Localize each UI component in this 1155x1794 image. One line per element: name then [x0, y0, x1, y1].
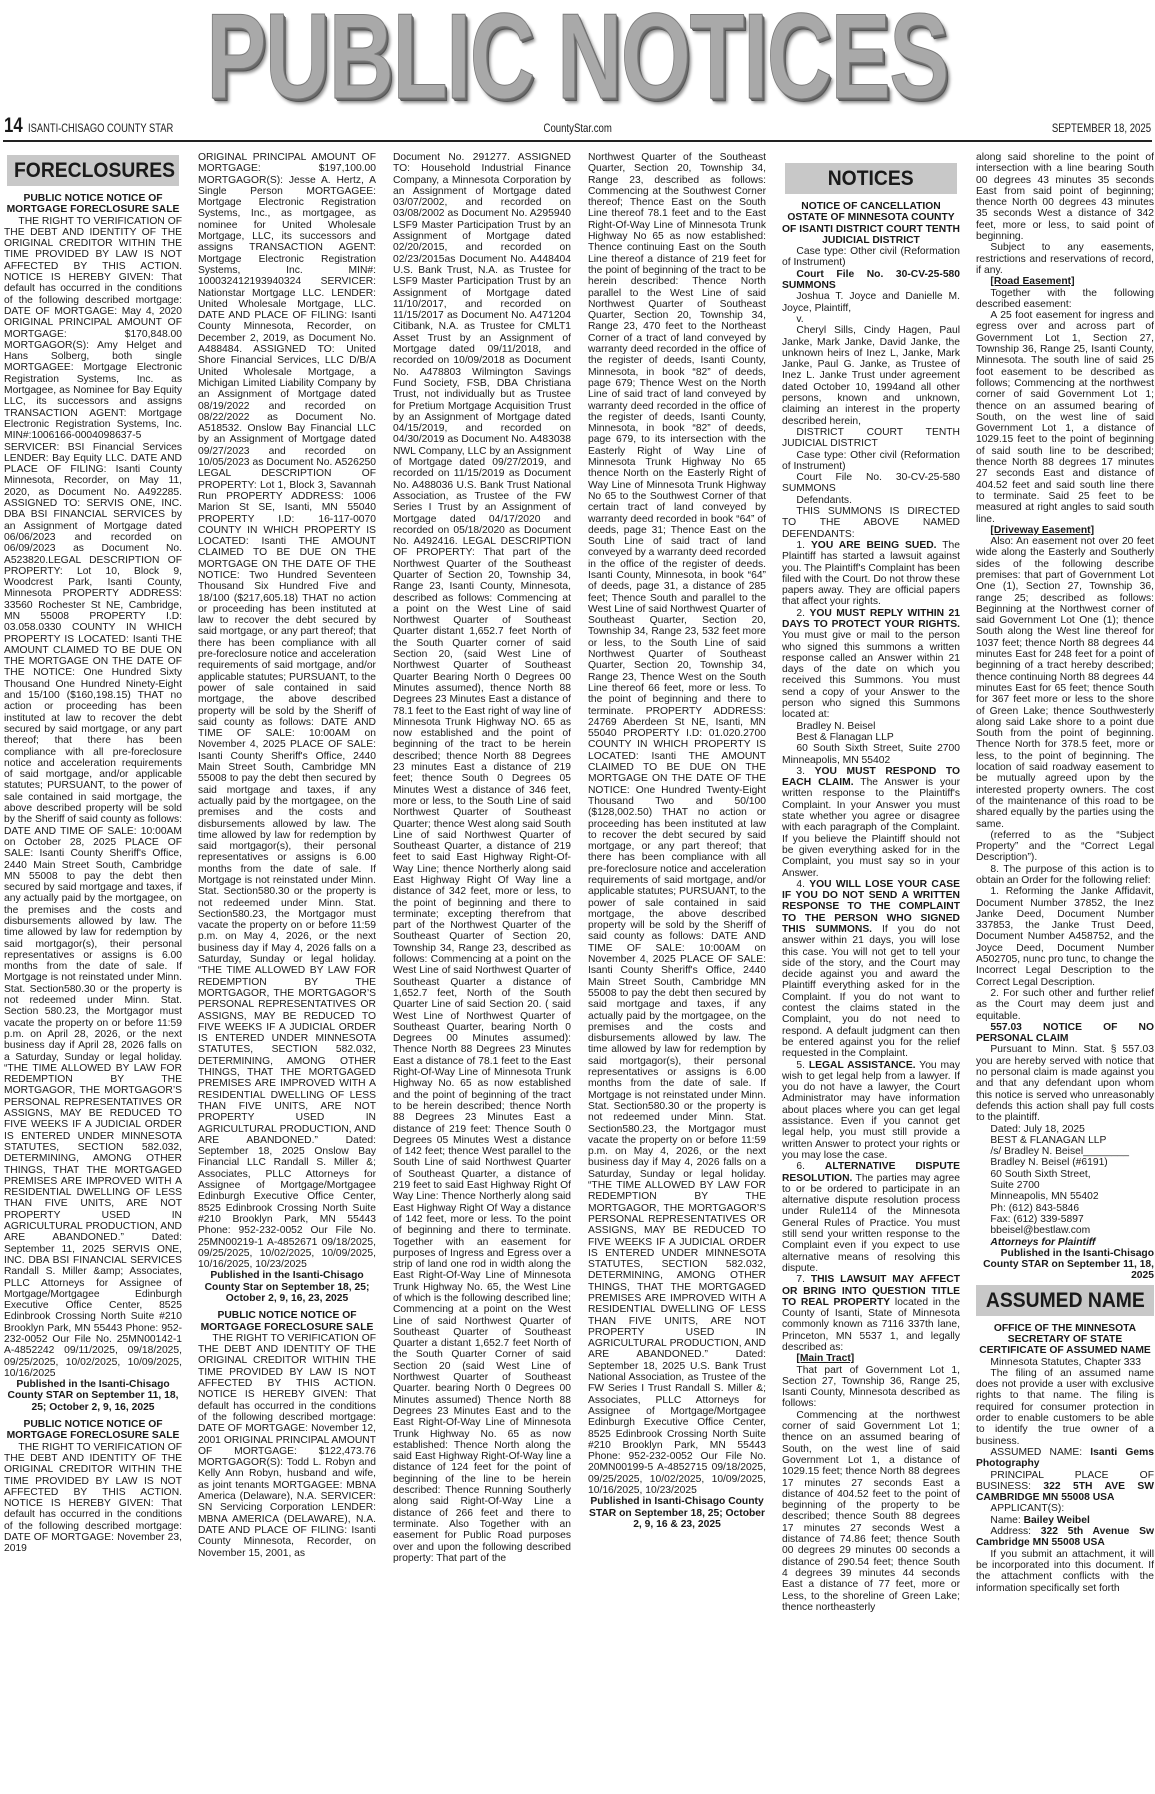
applicant-name-field — [976, 1515, 1154, 1526]
item-number: 1. — [796, 539, 811, 551]
signature-line: 60 South Sixth Street, — [990, 1168, 1091, 1180]
summons-item — [782, 766, 960, 879]
summons-item — [782, 608, 960, 721]
main-tract-label: [Main Tract] — [796, 1353, 855, 1365]
item-lead: THIS LAWSUIT MAY AFFECT OR BRING INTO QUESTION TITLE TO REAL PROPERTY — [782, 1274, 960, 1308]
field-value: Bailey Weibel — [1023, 1514, 1090, 1526]
item-lead: YOU MUST REPLY WITHIN 21 DAYS TO PROTECT YOUR RIGHTS. — [782, 607, 960, 630]
item-text: If you do not answer within 21 days, you will lose this case. You will not get to tell your side of the story, and the Court may decide against you and award the Plaintiff everything asked for in the Complaint. If you do not want to contest the claims stated in the Complaint, you do not need to respond. A default judgment can then be entered against you for the relief requested in the Complaint. — [782, 924, 960, 1060]
purpose: 8. The purpose of this action is to obtain an Order for the following relief: — [976, 863, 1154, 886]
driveway-easement: Also: An easement not over 20 feet wide along the Easterly and Southerly sides of the following describe premises: that part of Government Lot One (1), Section 27, Township 36, range 25; described as follows: Beginning at the Northwest corner of said Government Lot One (1); thence South along the West line thereof for 1037 feet; thence North 88 degrees 44 minutes East for 248 feet for a point of beginning of a tract hereby described; thence continuing North 88 degrees 44 minutes East for 65 feet; thence South for 367 feet more or less to the shore of Green Lake; thence Southwesterly along said Lake shore to a point due South from the point of beginning. Thence North for 378.5 feet, more or less, to the point of beginning. The location of said roadway easement to be mutually agreed upon by the interested property owners. The cost of the maintenance of this road to be shared equally by the parties using the same. — [976, 536, 1154, 830]
signature-line: /s/ Bradley N. Beisel________ — [990, 1146, 1129, 1158]
item-text: The Answer is your written response to the Plaintiff's Complaint. In your Answer you must state whether you agree or disagree with each paragraph of the Complaint. If you believe the Plaintiff should not be given everything asked for in the Complaint, you must say so in your Answer. — [782, 777, 960, 879]
notice-body: THE RIGHT TO VERIFICATION OF THE DEBT AND IDENTITY OF THE ORIGINAL CREDITOR WITHIN THE TIME PROVIDED BY LAW IS NOT AFFECTED BY THIS ACTION. NOTICE IS HEREBY GIVEN: That default has occurred in the conditions of the following described mortgage: DATE OF MORTGAGE: May 4, 2020 ORIGINAL PRINCIPAL AMOUNT OF MORTGAGE: $170,848.00 MORTGAGOR(S): Amy Helget and Hans Solberg, both single MORTGAGEE: Mortgage Electronic Registration Systems, Inc. as Mortgagee, as Nominee for Bay Equity LLC, its successors and assigns TRANSACTION AGENT: Mortgage Electronic Registration Systems, Inc. MIN#:1006166-0004098637-5 SERVICER: BSI Financial Services LENDER: Bay Equity LLC. DATE AND PLACE OF FILING: Isanti County Minnesota, Recorder, on May 11, 2020, as Document No. A492285. ASSIGNED TO: SERVIS ONE, INC. DBA BSI FINANCIAL SERVICES by an Assignment of Mortgage dated 06/06/2023 and recorded on 06/09/2023 as Document No. A523820.LEGAL DESCRIPTION OF PROPERTY: Lot 10, Block 9, Woodcrest Park, Isanti County, Minnesota PROPERTY ADDRESS: 33560 Rochester St NE, Cambridge, MN 55008 PROPERTY I.D: 03.058.0330 COUNTY IN WHICH PROPERTY IS LOCATED: Isanti THE AMOUNT CLAIMED TO BE DUE ON THE MORTGAGE ON THE DATE OF THE NOTICE: One Hundred Sixty Thousand One Hundred Ninety-Eight and 15/100 ($160,198.15) THAT no action or proceeding has been instituted at law to recover the debt secured by said mortgage, or any part thereof; that there has been compliance with all pre-foreclosure notice and acceleration requirements of said mortgage, and/or applicable statutes; PURSUANT, to the power of sale contained in said mortgage, the above described property will be sold by the Sheriff of said county as follows: DATE AND TIME OF SALE: 10:00AM on October 28, 2025 PLACE OF SALE: Isanti County Sheriff's Office, 2440 Main Street South, Cambridge MN 55008 to pay the debt then secured by said mortgage and taxes, if any actually paid by the mortgagee, on the premises and the costs and disbursements allowed by law. The time allowed by law for redemption by said mortgagor(s), their personal representatives or assigns is 6.00 months from the date of sale. If Mortgage is not reinstated under Minn. Stat. Section580.30 or the property is not redeemed under Minn. Stat. Section 580.23, the Mortgagor must vacate the property on or before 11:59 p.m. on April 28, 2026, or the next business day if April 28, 2026 falls on a Saturday, Sunday or legal holiday. “THE TIME ALLOWED BY LAW FOR REDEMPTION BY THE MORTGAGOR, THE MORTGAGOR’S PERSONAL REPRESENTATIVES OR ASSIGNS, MAY BE REDUCED TO FIVE WEEKS IF A JUDICIAL ORDER IS ENTERED UNDER MINNESOTA STATUTES, SECTION 582.032, DETERMINING, AMONG OTHER THINGS, THAT THE MORTGAGED PREMISES ARE IMPROVED WITH A RESIDENTIAL DWELLING OF LESS THAN FIVE UNITS, ARE NOT PROPERTY USED IN AGRICULTURAL PRODUCTION, AND ARE ABANDONED.” Dated: September 11, 2025 SERVIS ONE, INC. DBA BSI FINANCIAL SERVICES Randall S. Miller &amp; Associates, PLLC Attorneys for Assignee of Mortgage/Mortgagee Edinburgh Executive Office Center, 8525 Edinbrook Crossing North Suite #210 Brooklyn Park, MN 55443 Phone: 952-232-0052 Our File No. 25MN00142-1 A-4852242 09/11/2025, 09/18/2025, 09/25/2025, 10/02/2025, 10/09/2025, 10/16/2025 — [4, 215, 182, 1379]
item-number: 6. — [796, 1161, 825, 1173]
defendants-label: Defendants. — [796, 494, 852, 506]
no-claim-heading: 557.03 NOTICE OF NO PERSONAL CLAIM — [976, 1021, 1154, 1045]
field-value: 322 5TH AVE SW CAMBRIDGE MN 55008 USA — [976, 1480, 1154, 1504]
section-header-assumed-name — [976, 1285, 1154, 1316]
assumed-name-intro: The filing of an assumed name does not provide a user with exclusive rights to that name. The filing is required for consumer protection in order to enable customers to be able to identify the true owner of a business. — [976, 1367, 1154, 1447]
versus: v. — [796, 313, 804, 325]
item-number: 4. — [796, 878, 810, 890]
notice-title: PUBLIC NOTICE NOTICE OF MORTGAGE FORECLOSURE SALE — [200, 1310, 374, 1333]
section-title: NOTICES — [828, 167, 914, 190]
folio-line — [4, 116, 1151, 138]
item-lead: LEGAL ASSISTANCE. — [808, 1059, 916, 1071]
summons-item — [782, 1161, 960, 1274]
plaintiff: Joshua T. Joyce and Danielle M. Joyce, Plaintiff, — [782, 291, 960, 314]
notice-title: PUBLIC NOTICE NOTICE OF MORTGAGE FORECLOSURE SALE — [6, 193, 180, 216]
publication-line: Published in Isanti-Chisago County STAR on September 18, 25; October 2, 9, 16 & 23, 2025 — [588, 1496, 766, 1530]
attachment-note: If you submit an attachment, it will be incorporated into this document. If the attachment conflicts with the information specifically set forth — [976, 1548, 1154, 1594]
attorney-line: Best & Flanagan LLP — [796, 731, 894, 743]
item-number: 5. — [796, 1059, 809, 1071]
road-easement-label: [Road Easement] — [990, 276, 1075, 288]
publication-line: Published in the Isanti-Chisago County Star on September 18, 25; October 2, 9, 16, 23, 2025 — [204, 1270, 370, 1304]
summons-item — [782, 540, 960, 608]
applicants-label: APPLICANT(S): — [990, 1503, 1065, 1515]
notice-title: PUBLIC NOTICE NOTICE OF MORTGAGE FORECLOSURE SALE — [6, 1419, 180, 1442]
signature-line: Fax: (612) 339-5897 — [990, 1213, 1084, 1225]
field-value: Isanti Gems Photography — [976, 1446, 1154, 1470]
summons-title: NOTICE OF CANCELLATION OSTATE OF MINNESOTA COUNTY OF ISANTI DISTRICT COURT TENTH JUDICIAL DISTRICT — [782, 201, 960, 246]
relief-item: 1. Reforming the Janke Affidavit, Document Number 37852, the Inez Janke Deed, Document Number 337853, the Janke Trust Deed, Document Number A458752, and the Joyce Deed, Document Number A502705, nunc pro tunc, to change the Incorrect Legal Description to the Correct Legal Description. — [976, 886, 1154, 988]
item-number: 2. — [796, 607, 810, 619]
driveway-easement-label: [Driveway Easement] — [990, 524, 1094, 536]
main-tract-intro: That part of Government Lot 1, Section 27, Township 36, Range 25, Isanti County, Minnesota described as follows: — [782, 1364, 960, 1410]
applicant-address-field — [976, 1526, 1154, 1549]
court-name: DISTRICT COURT TENTH JUDICIAL DISTRICT — [782, 426, 960, 450]
column-4 — [588, 152, 766, 1782]
notice-body-continued: ORIGINAL PRINCIPAL AMOUNT OF MORTGAGE: $197,100.00 MORTGAGOR(S): Jesse A. Hertz, A Single Person MORTGAGEE: Mortgage Electronic Registration Systems, Inc., as mortgagee, as nominee for United Wholesale Mortgage, LLC, its successors and assigns TRANSACTION AGENT: Mortgage Electronic Registration Systems, Inc. MIN#: 100032412193940324 SERVICER: Nationstar Mortgage LLC. LENDER: United Wholesale Mortgage, LLC. DATE AND PLACE OF FILING: Isanti County Minnesota, Recorder, on December 2, 2019, as Document No. A488484. ASSIGNED TO: United Shore Financial Services, LLC D/B/A United Wholesale Mortgage, a Michigan Limited Liability Company by an Assignment of Mortgage dated 08/19/2022 and recorded on 08/22/2022 as Document No. A518532. Onslow Bay Financial LLC by an Assignment of Mortgage dated 09/27/2023 and recorded on 10/05/2023 as Document No. A526250 LEGAL DESCRIPTION OF PROPERTY: Lot 1, Block 3, Savannah Run PROPERTY ADDRESS: 1006 Marion St SE, Isanti, MN 55040 PROPERTY I.D: 16-117-0070 COUNTY IN WHICH PROPERTY IS LOCATED: Isanti THE AMOUNT CLAIMED TO BE DUE ON THE MORTGAGE ON THE DATE OF THE NOTICE: Two Hundred Seventeen Thousand Six Hundred Five and 18/100 ($217,605.18) THAT no action or proceeding has been instituted at law to recover the debt secured by said mortgage, or any part thereof; that there has been compliance with all pre-foreclosure notice and acceleration requirements of said mortgage, and/or applicable statutes; PURSUANT, to the power of sale contained in said mortgage, the above described property will be sold by the Sheriff of said county as follows: DATE AND TIME OF SALE: 10:00AM on November 4, 2025 PLACE OF SALE: Isanti County Sheriff's Office, 2440 Main Street South, Cambridge MN 55008 to pay the debt then secured by said mortgage and taxes, if any actually paid by the mortgagee, on the premises and the costs and disbursements allowed by law. The time allowed by law for redemption by said mortgagor(s), their personal representatives or assigns is 6.00 months from the date of sale. If Mortgage is not reinstated under Minn. Stat. Section580.30 or the property is not redeemed under Minn. Stat. Section580.23, the Mortgagor must vacate the property on or before 11:59 p.m. on May 4, 2026, or the next business day if May 4, 2026 falls on a Saturday, Sunday or legal holiday. “THE TIME ALLOWED BY LAW FOR REDEMPTION BY THE MORTGAGOR, THE MORTGAGOR’S PERSONAL REPRESENTATIVES OR ASSIGNS, MAY BE REDUCED TO FIVE WEEKS IF A JUDICIAL ORDER IS ENTERED UNDER MINNESOTA STATUTES, SECTION 582.032, DETERMINING, AMONG OTHER THINGS, THAT THE MORTGAGED PREMISES ARE IMPROVED WITH A RESIDENTIAL DWELLING OF LESS THAN FIVE UNITS, ARE NOT PROPERTY USED IN AGRICULTURAL PRODUCTION, AND ARE ABANDONED.” Dated: September 18, 2025 Onslow Bay Financial LLC Randall S. Miller &; Associates, PLLC Attorneys for Assignee of Mortgage/Mortgagee Edinburgh Executive Office Center, 8525 Edinbrook Crossing North Suite #210 Brooklyn Park, MN 55443 Phone: 952-232-0052 Our File No. 25MN00219-1 A-4852671 09/18/2025, 09/25/2025, 10/02/2025, 10/09/2025, 10/16/2025, 10/23/2025 — [198, 152, 376, 1271]
item-lead: YOU MUST RESPOND TO EACH CLAIM. — [782, 765, 960, 789]
assumed-name-title: OFFICE OF THE MINNESOTA SECRETARY OF STATE CERTIFICATE OF ASSUMED NAME — [979, 1322, 1151, 1357]
section-header-foreclosures — [7, 155, 179, 186]
item-number: 7. — [796, 1274, 811, 1286]
summons-directed: THIS SUMMONS IS DIRECTED TO THE ABOVE NAMED DEFENDANTS: — [782, 506, 960, 540]
item-text: The parties may agree to or be ordered to participate in an alternative dispute resolution process under Rule114 of the Minnesota General Rules of Practice. You must still send your written response to the Complaint even if you expect to use alternative means of resolving this dispute. — [782, 1172, 960, 1274]
principal-place-field — [976, 1470, 1154, 1504]
main-tract-description: Commencing at the northwest corner of said Government Lot 1; thence on an assumed bearing of South, on the west line of said Government Lot 1, a distance of 1029.15 feet; thence North 88 degrees 17 minutes 27 seconds East a distance of 404.52 feet to the point of beginning of the property to be described; thence South 88 degrees 17 minutes 27 seconds West a distance of 74.86 feet; thence South 00 degrees 29 minutes 00 seconds a distance of 290.54 feet; thence South 4 degrees 39 minutes 44 seconds East a distance of 77 feet, more or Less, to the shoreline of Green Lake; thence northeasterly — [782, 1409, 960, 1613]
attorney-line: 60 South Sixth Street, Suite 2700 Minneapolis, MN 55402 — [782, 743, 960, 766]
main-tract-description-continued: along said shoreline to the point of intersection with a line bearing South 00 degrees 43 minutes 35 seconds East from said point of beginning; thence North 00 degrees 43 minutes 35 seconds West a distance of 342 feet, more or less, to said point of beginning. — [976, 152, 1154, 243]
statute: Minnesota Statutes, Chapter 333 — [990, 1356, 1141, 1368]
website: CountyStar.com — [543, 121, 612, 135]
case-type: Case type: Other civil (Reformation of Instrument) — [782, 449, 960, 472]
column-5 — [782, 160, 960, 1785]
referred-as: (referred to as the “Subject Property” and the “Correct Legal Description”). — [976, 829, 1154, 864]
court-file-number: Court File No. 30-CV-25-580 SUMMONS — [782, 472, 960, 495]
signature-line: bbeisel@bestlaw.com — [990, 1225, 1091, 1237]
item-lead: YOU WILL LOSE YOUR CASE IF YOU DO NOT SEND A WRITTEN RESPONSE TO THE COMPLAINT TO THE PERSON WHO SIGNED THIS SUMMONS. — [782, 878, 960, 935]
road-easement: A 25 foot easement for ingress and egress over and across part of Government Lot 1, Section 27, Township 36, Range 25, Isanti County, Minnesota. The south line of said 25 foot easement to be described as follows; Commencing at the northwest corner of said Government Lot 1; thence on an assumed bearing of South, on the west line of said Government Lot 1, a distance of 1029.15 feet to the point of beginning of said south line to be described; thence North 88 degrees 17 minutes 27 seconds East and distance of 404.52 feet and said south line there to terminate. Said 25 feet to be measured at right angles to said south line. — [976, 310, 1154, 525]
item-lead: ALTERNATIVE DISPUTE RESOLUTION. — [782, 1161, 960, 1184]
notice-body-continued: Document No. 291277. ASSIGNED TO: Household Industrial Finance Company, a Minnesota Corporation by an Assignment of Mortgage dated 03/07/2002, and recorded on 03/08/2002 as Document No. A295940 LSF9 Master Participation Trust by an Assignment of Mortgage dated 02/20/2015, and recorded on 02/23/2015as Document No. A448404 U.S. Bank Trust, N.A. as Trustee for LSF9 Master Participation Trust by an Assignment of Mortgage dated 11/10/2017, and recorded on 11/15/2017 as Document No. A471204 Citibank, N.A. as Trustee for CMLT1 Asset Trust by an Assignment of Mortgage dated 09/11/2018, and recorded on 10/09/2018 as Document No. A478803 Wilmington Savings Fund Society, FSB, DBA Christiana Trust, not individually but as Trustee for Pretium Mortgage Acquisition Trust by an Assignment of Mortgage dated 04/15/2019, and recorded on 04/30/2019 as Document No. A483038 NWL Company, LLC by an Assignment of Mortgage dated 09/27/2019, and recorded on 11/15/2019 as Document No. A488036 U.S. Bank Trust National Association, as Trustee of the FW Series I Trust by an Assignment of Mortgage dated 04/17/2020 and recorded on 05/18/2020 as Document No. A492416. LEGAL DESCRIPTION OF PROPERTY: That part of the Northwest Quarter of the Southeast Quarter of Section 20, Township 34, Range 23, Isanti County, Minnesota, described as follows: Commencing at a point on the West Line of said Northwest Quarter of Southeast Quarter distant 1,652.7 feet North of the South Quarter corner of said Section 20, (said West Line of Northwest Quarter of Southeast Quarter Bearing North 0 Degrees 00 Minutes assumed), thence North 88 Degrees 23 Minutes East a distance of 78.1 feet to the East right of way line of Minnesota Trunk Highway NO. 65 as now established and the point of beginning of the tract to be herein described; thence North 88 Degrees 23 minutes East a distance of 219 feet; thence South 0 Degrees 05 Minutes West a distance of 346 feet, more or less, to the South Line of said Northwest Quarter of Southeast Quarter; thence West along said South Line of said Northwest Quarter of Southeast Quarter, a distance of 219 feet to said East Highway Right-Of-Way Line; thence Northerly along said East Highway Right Of Way line a distance of 342 feet, more or less, to the point of beginning and there to terminate; excepting therefrom that part of the Northwest Quarter of the Southeast Quarter of Section 20, Township 34, Range 23, described as follows: Commencing at a point on the West Line of said Northwest Quarter of Southeast Quarter a distance of 1,652.7 feet, North of the South Quarter Line of said Section 20. ( said West Line of Northwest Quarter of Southeast Quarter, bearing North 0 Degrees 00 Minutes assumed): Thence North 88 Degrees 23 Minutes East a distance of 78.1 feet to the East Right-Of-Way Line of Minnesota Trunk Highway No. 65 as now established and the point of beginning of the tract to be herein described; thence North 88 Degrees 23 Minutes East a distance of 219 feet: Thence South 0 Degrees 05 Minutes West a distance of 142 feet; thence West parallel to the South Line of said Northwest Quarter of Southeast Quarter, a distance of 219 feet to said East Highway Right Of Way Line: Thence Northerly along said East Highway Right Of Way a distance of 142 feet, more or less. To the point of beginning and there to terminate. Together with an easement for purposes of Ingress and Egress over a strip of land one rod in width along the East Right-Of-Way Line of Minnesota Trunk Highway No. 65, the West Line of which is the following described line; Commencing at a point on the West Line of said Northwest Quarter of Southeast Quarter of Southeast Quarter a distant 1,652.7 feet North of the South Quarter Corner of said Section 20 (said West Line of Northwest Quarter of Southeast Quarter. bearing North 0 Degrees 00 Minutes assumed) Thence North 88 Degrees 23 Minutes East and to the East Right-Of-Way Line of Minnesota Trunk Highway No. 65 as now established: Thence North along the said East Highway Right-Of-Way line a distance of 124 feet for the point of beginning of the line to be herein described: Thence Running Southerly along said Right-Of-Way Line a distance of 266 feet and there to terminate. Also Together with an easement for Public Road purposes over and upon the following described property: That part of the — [393, 152, 571, 1564]
column-1 — [4, 152, 182, 1782]
field-label: Address: — [990, 1526, 1041, 1538]
publication-line: Published in the Isanti-Chisago County STAR on September 11, 18, 25; October 2, 9, 16, 2025 — [7, 1379, 179, 1413]
item-text: You must give or mail to the person who signed this summons a written response called an Answer within 21 days of the date on which you received this Summons. You must send a copy of your Answer to the person who signed this Summons located at: — [782, 630, 960, 721]
relief-item: 2. For such other and further relief as the Court may deem just and equitable. — [976, 987, 1154, 1022]
column-3 — [393, 152, 571, 1782]
notice-body: THE RIGHT TO VERIFICATION OF THE DEBT AND IDENTITY OF THE ORIGINAL CREDITOR WITHIN THE TIME PROVIDED BY LAW IS NOT AFFECTED BY THIS ACTION. NOTICE IS HEREBY GIVEN: That default has occurred in the conditions of the following described mortgage: DATE OF MORTGAGE: November 12, 2001 ORIGINAL PRINCIPAL AMOUNT OF MORTGAGE: $122,473.76 MORTGAGOR(S): Todd L. Robyn and Kelly Ann Robyn, husband and wife, as joint tenants MORTGAGEE: MBNA America (Delaware), N.A. SERVICER: SN Servicing Corporation LENDER: MBNA AMERICA (DELAWARE), N.A. DATE AND PLACE OF FILING: Isanti County Minnesota, Recorder, on November 15, 2001, as — [198, 1332, 376, 1559]
court-file-number: Court File No. 30-CV-25-580 SUMMONS — [782, 268, 960, 292]
road-easement-intro: Together with the following described easement: — [976, 287, 1154, 310]
item-text: The Plaintiff has started a lawsuit against you. The Plaintiff's Complaint has been filed with the Court. Do not throw these papers away. They are official papers that affect your rights. — [782, 539, 960, 608]
publication-line: Published in the Isanti-Chisago County STAR on September 11, 18, 2025 — [983, 1247, 1154, 1282]
signature-line: Suite 2700 — [990, 1180, 1040, 1192]
signature-line: Dated: July 18, 2025 — [990, 1123, 1085, 1135]
masthead-title: PUBLIC NOTICES — [206, 0, 949, 124]
section-header-notices — [785, 163, 957, 194]
section-title: ASSUMED NAME — [985, 1288, 1145, 1312]
field-label: PRINCIPAL PLACE OF BUSINESS: — [976, 1469, 1154, 1492]
assumed-name-field — [976, 1447, 1154, 1470]
signature-line: Minneapolis, MN 55402 — [990, 1191, 1099, 1203]
item-number: 3. — [796, 765, 815, 777]
summons-item — [782, 1274, 960, 1353]
signature-line: Ph: (612) 843-5846 — [990, 1202, 1080, 1214]
paper-name: ISANTI-CHISAGO COUNTY STAR — [28, 121, 174, 135]
no-claim-text: Pursuant to Minn. Stat. § 557.03 you are hereby served with notice that no personal claim is made against you and that any defendant upon whom this notice is served who unreasonably defends this action shall pay full costs to the plaintiff. — [976, 1044, 1154, 1124]
issue-date: SEPTEMBER 18, 2025 — [1051, 121, 1151, 135]
item-lead: YOU ARE BEING SUED. — [810, 539, 937, 551]
attorney-line: Bradley N. Beisel — [796, 720, 876, 732]
column-6 — [976, 152, 1154, 1782]
notice-body: THE RIGHT TO VERIFICATION OF THE DEBT AND IDENTITY OF THE ORIGINAL CREDITOR WITHIN THE TIME PROVIDED BY LAW IS NOT AFFECTED BY THIS ACTION. NOTICE IS HEREBY GIVEN: That default has occurred in the conditions of the following described mortgage: DATE OF MORTGAGE: November 23, 2019 — [4, 1441, 182, 1555]
defendants-list: Cheryl Sills, Cindy Hagen, Paul Janke, Mark Janke, David Janke, the unknown heirs of Inez L, Janke, Mark Janke, Paul G. Janke, as Trustee of Inez L. Janke Trust under agreement dated October 10, 1994and all other persons, known and unknown, claiming an interest in the property described herein, — [782, 325, 960, 427]
subject-to: Subject to any easements, restrictions and reservations of record, if any. — [976, 242, 1154, 276]
folio-rule — [3, 140, 1152, 142]
field-label: ASSUMED NAME: — [990, 1446, 1091, 1458]
summons-item — [782, 1060, 960, 1162]
notice-body-continued: Northwest Quarter of the Southeast Quarter, Section 20, Township 34, Range 23, described as follows: Commencing at the Southwest Corner thereof; Thence East on the South Line thereof 78.1 feet and to the East Right-Of-Way Line of Minnesota Trunk Highway No 65 as now established: Thence continuing East on the South Line thereof a distance of 219 feet for the point of beginning of the tract to be herein described: Thence North parallel to the West Line of said Northwest Quarter of Southeast Quarter, Section 20, Township 34, Range 23, 470 feet to the Northeast Corner of a tract of land conveyed by warranty deed recorded in the office of the register of deeds, Isanti County, Minnesota, in book “82” of deeds, page 679; Thence West on the North Line of said tract of land conveyed by warranty deed recorded in the office of the register of deeds, Isanti County, Minnesota, in book “82” of deeds, page 679, to its intersection with the Easterly Right of Way Line of Minnesota Trunk Highway No 65 thence North on the Easterly Right of Way Line of Minnesota Trunk Highway No 65 to the Southwest Corner of that certain tract of land conveyed by warranty deed recorded in book “64” of deeds, page 31; Thence East on the South Line of said tract of land conveyed by a warranty deed recorded in the office of the register of deeds. Isanti County, Minnesota, in book “64” of deeds, page 31, a distance of 285 feet; Thence South and parallel to the West Line of said Northwest Quarter of Southeast Quarter, Section 20, Township 34, Range 23, 532 feet more or less, to the South Line of said Northwest Quarter of Southeast Quarter, Section 20, Township 34, Range 23, Thence West on the South Line thereof 66 feet, more or less. To the point of beginning and there to terminate. PROPERTY ADDRESS: 24769 Aberdeen St NE, Isanti, MN 55040 PROPERTY I.D: 01.020.2700 COUNTY IN WHICH PROPERTY IS LOCATED: Isanti THE AMOUNT CLAIMED TO BE DUE ON THE MORTGAGE ON THE DATE OF THE NOTICE: One Hundred Twenty-Eight Thousand Two and 50/100 ($128,002.50) THAT no action or proceeding has been instituted at law to recover the debt secured by said mortgage, or any part thereof; that there has been compliance with all pre-foreclosure notice and acceleration requirements of said mortgage, and/or applicable statutes; PURSUANT, to the power of sale contained in said mortgage, the above described property will be sold by the Sheriff of said county as follows: DATE AND TIME OF SALE: 10:00AM on November 4, 2025 PLACE OF SALE: Isanti County Sheriff's Office, 2440 Main Street South, Cambridge MN 55008 to pay the debt then secured by said mortgage and taxes, if any actually paid by the mortgagee, on the premises and the costs and disbursements allowed by law. The time allowed by law for redemption by said mortgagor(s), their personal representatives or assigns is 6.00 months from the date of sale. If Mortgage is not reinstated under Minn. Stat. Section580.30 or the property is not redeemed under Minn. Stat. Section580.23, the Mortgagor must vacate the property on or before 11:59 p.m. on May 4, 2026, or the next business day if May 4, 2026 falls on a Saturday, Sunday or legal holiday. “THE TIME ALLOWED BY LAW FOR REDEMPTION BY THE MORTGAGOR, THE MORTGAGOR’S PERSONAL REPRESENTATIVES OR ASSIGNS, MAY BE REDUCED TO FIVE WEEKS IF A JUDICIAL ORDER IS ENTERED UNDER MINNESOTA STATUTES, SECTION 582.032, DETERMINING, AMONG OTHER THINGS, THAT THE MORTGAGED PREMISES ARE IMPROVED WITH A RESIDENTIAL DWELLING OF LESS THAN FIVE UNITS, ARE NOT PROPERTY USED IN AGRICULTURAL PRODUCTION, AND ARE ABANDONED.” Dated: September 18, 2025 U.S. Bank Trust National Association, as Trustee of the FW Series I Trust Randall S. Miller &; Associates, PLLC Attorneys for Assignee of Mortgage/Mortgagee Edinburgh Executive Office Center, 8525 Edinbrook Crossing North Suite #210 Brooklyn Park, MN 55443 Phone: 952-232-0052 Our File No. 20MN00199-5 A-4852715 09/18/2025, 09/25/2025, 10/02/2025, 10/09/2025, 10/16/2025, 10/23/2025 — [588, 152, 766, 1497]
section-title: FORECLOSURES — [14, 159, 176, 182]
signature-line: BEST & FLANAGAN LLP — [990, 1134, 1107, 1146]
page-number: 14 — [4, 114, 23, 137]
field-value: 322 5th Avenue Sw Cambridge MN 55008 USA — [976, 1526, 1154, 1549]
signature-line: Bradley N. Beisel (#6191) — [990, 1157, 1108, 1169]
case-type: Case type: Other civil (Reformation of Instrument) — [782, 246, 960, 269]
item-text: located in the County of Isanti, State of Minnesota commonly known as 7116 337th lane, Princeton, MN 5537 1, and legally described as: — [782, 1296, 960, 1353]
item-text: You may wish to get legal help from a lawyer. If you do not have a lawyer, the Court Administrator may have information about places where you can get legal assistance. Even if you cannot get legal help, you must still provide a written Answer to protect your rights or you may lose the case. — [782, 1059, 960, 1161]
column-2 — [198, 152, 376, 1782]
field-label: Name: — [990, 1514, 1024, 1526]
attorneys-for-plaintiff: Attorneys for Plaintiff — [990, 1236, 1096, 1248]
summons-item — [782, 879, 960, 1060]
masthead-banner — [0, 0, 1155, 126]
